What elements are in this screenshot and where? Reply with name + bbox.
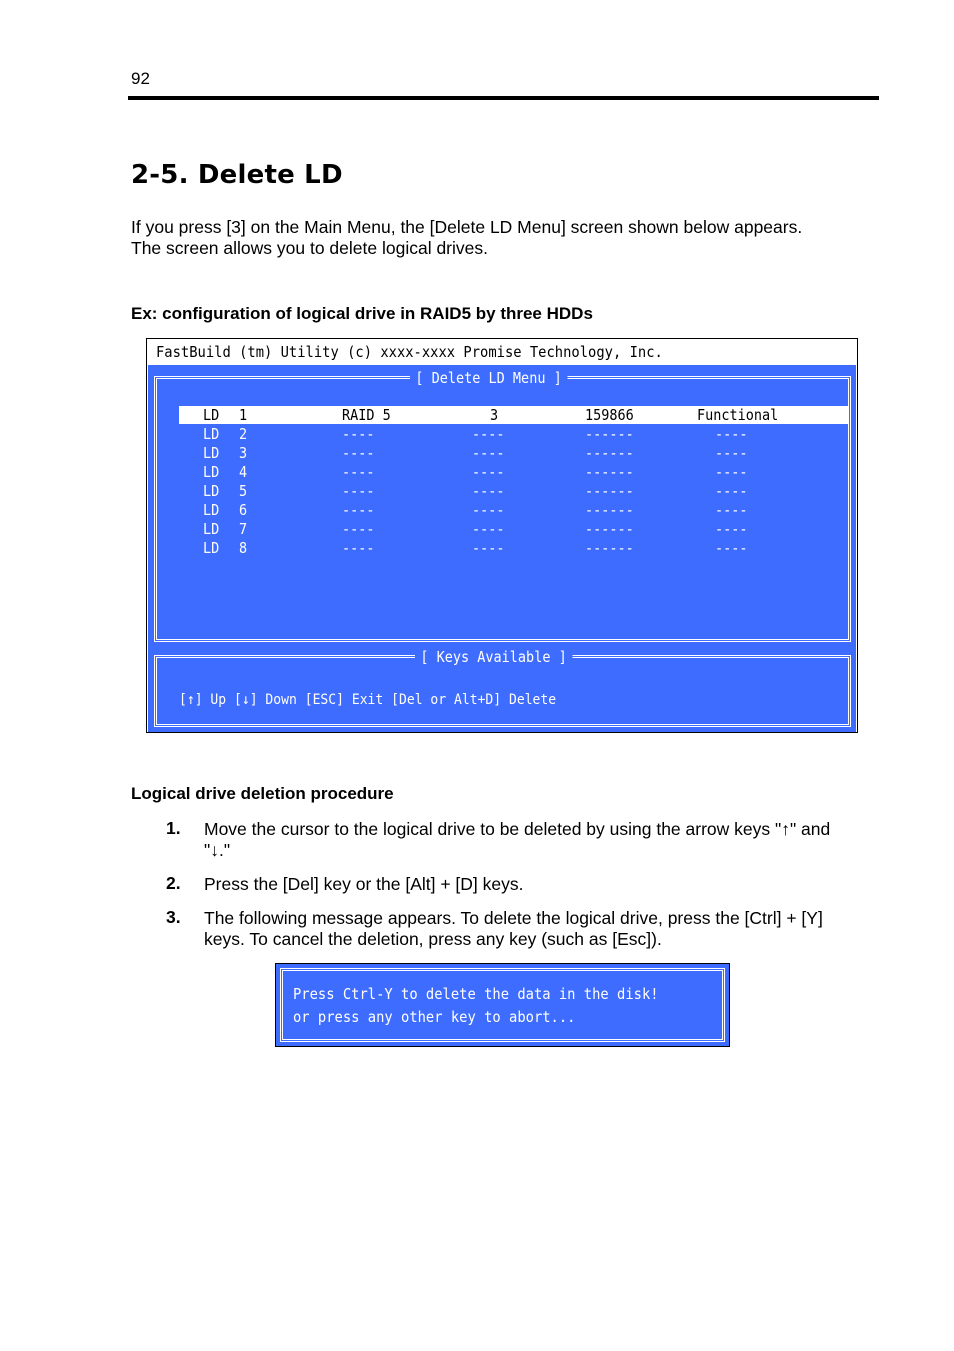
ld-capacity: ------ bbox=[585, 463, 634, 481]
step-line: keys. To cancel the deletion, press any key (such as [Esc]). bbox=[204, 929, 662, 949]
ld-drive-count: ---- bbox=[472, 482, 505, 500]
confirm-message-box bbox=[275, 963, 730, 1047]
ld-capacity: ------ bbox=[585, 520, 634, 538]
ld-number: 4 bbox=[239, 463, 248, 481]
ld-label: LD bbox=[203, 425, 220, 443]
step-line: The following message appears. To delete the logical drive, press the [Ctrl] + [Y] bbox=[204, 908, 823, 928]
ld-label: LD bbox=[203, 482, 220, 500]
ld-drive-count: 3 bbox=[490, 406, 499, 424]
ld-capacity: ------ bbox=[585, 482, 634, 500]
delete-ld-menu-frame bbox=[154, 369, 851, 642]
ld-row[interactable] bbox=[179, 501, 849, 519]
intro-paragraph bbox=[131, 217, 871, 259]
step-number: 2. bbox=[166, 873, 181, 893]
ld-raid-level: ---- bbox=[342, 425, 375, 443]
example-heading: Ex: configuration of logical drive in RAID5 by three HDDs bbox=[131, 304, 593, 323]
ld-label: LD bbox=[203, 463, 220, 481]
ld-status: Functional bbox=[697, 406, 779, 424]
ld-status: ---- bbox=[715, 501, 748, 519]
ld-row[interactable] bbox=[179, 539, 849, 557]
keys-available-frame bbox=[154, 648, 851, 727]
header-rule bbox=[128, 96, 879, 100]
ld-capacity: ------ bbox=[585, 425, 634, 443]
ld-number: 1 bbox=[239, 406, 248, 424]
ld-drive-count: ---- bbox=[472, 520, 505, 538]
ld-raid-level: RAID 5 bbox=[342, 406, 391, 424]
ld-capacity: ------ bbox=[585, 444, 634, 462]
ld-capacity: ------ bbox=[585, 539, 634, 557]
ld-number: 2 bbox=[239, 425, 248, 443]
ld-status: ---- bbox=[715, 520, 748, 538]
ld-number: 8 bbox=[239, 539, 248, 557]
ld-row[interactable] bbox=[179, 520, 849, 538]
ld-number: 7 bbox=[239, 520, 248, 538]
page-number: 92 bbox=[131, 69, 150, 88]
ld-row[interactable] bbox=[179, 463, 849, 481]
ld-number: 6 bbox=[239, 501, 248, 519]
ld-status: ---- bbox=[715, 482, 748, 500]
section-title: 2-5. Delete LD bbox=[131, 160, 343, 190]
ld-row[interactable] bbox=[179, 482, 849, 500]
screen-title: FastBuild (tm) Utility (c) xxxx-xxxx Promise Technology, Inc. bbox=[156, 343, 663, 361]
step-line: "↓." bbox=[204, 840, 231, 860]
ld-label: LD bbox=[203, 539, 220, 557]
ld-label: LD bbox=[203, 444, 220, 462]
ld-row[interactable] bbox=[179, 406, 849, 424]
bios-screen bbox=[146, 338, 858, 733]
intro-line: If you press [3] on the Main Menu, the [Delete LD Menu] screen shown below appears. bbox=[131, 217, 803, 237]
ld-row[interactable] bbox=[179, 444, 849, 462]
ld-drive-count: ---- bbox=[472, 463, 505, 481]
ld-label: LD bbox=[203, 406, 220, 424]
ld-drive-count: ---- bbox=[472, 425, 505, 443]
step-number: 3. bbox=[166, 907, 181, 927]
step-number: 1. bbox=[166, 818, 181, 838]
delete-ld-menu-label: [ Delete LD Menu ] bbox=[410, 369, 567, 387]
ld-status: ---- bbox=[715, 539, 748, 557]
ld-drive-count: ---- bbox=[472, 501, 505, 519]
step-line: Move the cursor to the logical drive to be deleted by using the arrow keys "↑" and bbox=[204, 819, 831, 839]
ld-drive-count: ---- bbox=[472, 539, 505, 557]
ld-number: 3 bbox=[239, 444, 248, 462]
screen-blue-area bbox=[148, 365, 856, 732]
ld-raid-level: ---- bbox=[342, 463, 375, 481]
intro-line: The screen allows you to delete logical drives. bbox=[131, 238, 488, 258]
ld-row[interactable] bbox=[179, 425, 849, 443]
ld-raid-level: ---- bbox=[342, 482, 375, 500]
ld-raid-level: ---- bbox=[342, 444, 375, 462]
message-line: Press Ctrl-Y to delete the data in the disk! bbox=[293, 985, 659, 1003]
ld-drive-count: ---- bbox=[472, 444, 505, 462]
ld-number: 5 bbox=[239, 482, 248, 500]
ld-raid-level: ---- bbox=[342, 501, 375, 519]
message-line: or press any other key to abort... bbox=[293, 1008, 576, 1026]
keys-legend: [↑] Up [↓] Down [ESC] Exit [Del or Alt+D] Delete bbox=[179, 692, 557, 708]
ld-status: ---- bbox=[715, 425, 748, 443]
ld-raid-level: ---- bbox=[342, 539, 375, 557]
keys-available-label: [ Keys Available ] bbox=[415, 648, 572, 666]
step-text bbox=[204, 819, 884, 861]
procedure-heading: Logical drive deletion procedure bbox=[131, 784, 394, 803]
step-text bbox=[204, 874, 884, 895]
step-text bbox=[204, 908, 884, 950]
ld-capacity: ------ bbox=[585, 501, 634, 519]
ld-status: ---- bbox=[715, 444, 748, 462]
ld-raid-level: ---- bbox=[342, 520, 375, 538]
message-box-frame bbox=[280, 968, 725, 1042]
step-line: Press the [Del] key or the [Alt] + [D] keys. bbox=[204, 874, 524, 894]
ld-capacity: 159866 bbox=[585, 406, 634, 424]
ld-label: LD bbox=[203, 501, 220, 519]
ld-status: ---- bbox=[715, 463, 748, 481]
ld-label: LD bbox=[203, 520, 220, 538]
